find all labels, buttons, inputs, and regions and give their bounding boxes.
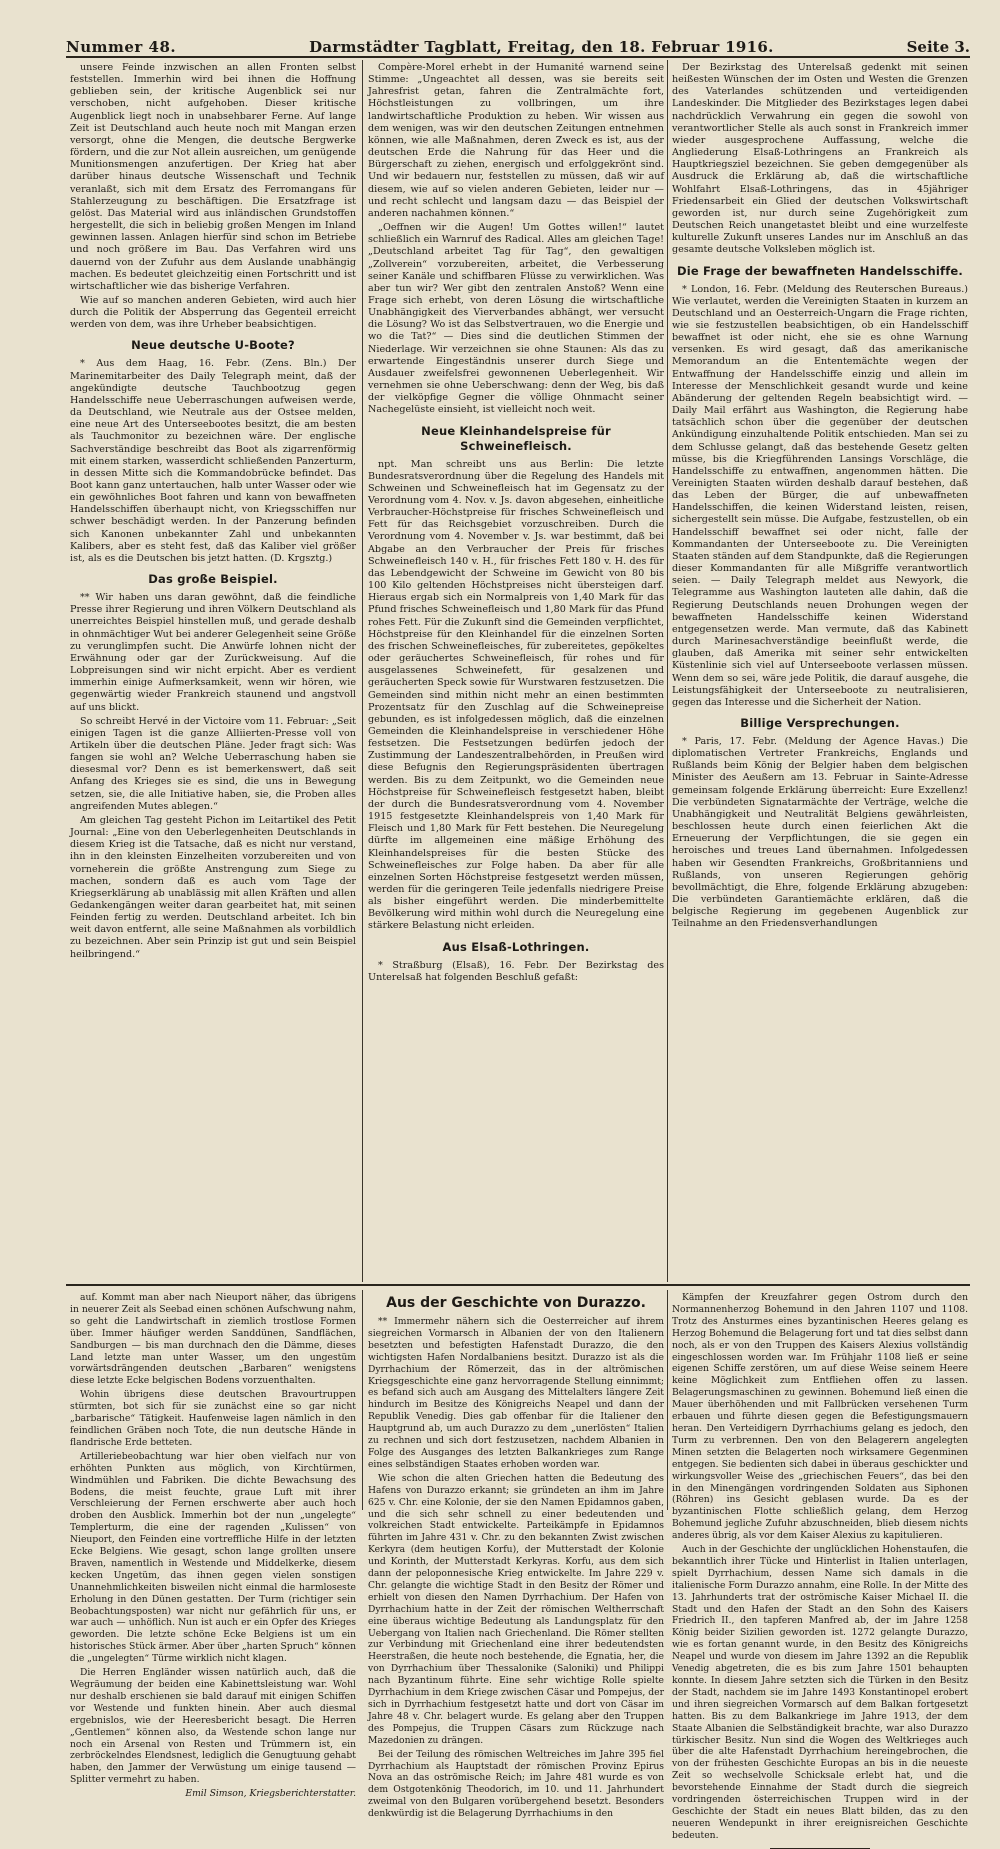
feuilleton-column-2 bbox=[368, 1292, 664, 1820]
headline: Das große Beispiel. bbox=[148, 572, 278, 587]
paragraph: Bei der Teilung des römischen Weltreiches im Jahre 395 fiel Dyrrhachium als Hauptstadt der römischen Provinz Epirus Nova an das oströmische Reich; im Jahre 481 wurde es von dem Ostgotenkönig Theodorich, im 10. und 11. Jahrhundert zweimal von den Bulgaren vorübergehend besetzt. Besonders denkwürdig ist die Belagerung Dyrrhachiums in den bbox=[368, 1748, 664, 1820]
column-rule bbox=[667, 1290, 668, 1510]
feuilleton-headline: Aus der Geschichte von Durazzo. bbox=[386, 1295, 646, 1311]
paragraph: * Aus dem Haag, 16. Febr. (Zens. Bln.) Der Marinemitarbeiter des Daily Telegraph meint, daß der angekündigte deutsche Tauchbootzug gegen Handelsschiffe neue Ueberraschungen aufweisen werde, da Deutschland, wie Neutrale aus der Ostsee melden, eine neue Art des Unterseebootes besitzt, die am besten als Tauchmonitor zu bezeichnen wäre. Der englische Sachverständige beschreibt das Boot als zigarrenförmig mit einem starken, wasserdicht schließenden Panzerturm, in dessen Mitte sich die Kommandobrücke befindet. Das Boot kann ganz untertauchen, halb unter Wasser oder wie ein gewöhnliches Boot fahren und kann von bewaffneten Handelsschiffen überhaupt nicht, von Kriegsschiffen nur schwer beschädigt werden. In der Panzerung befinden sich Kanonen unbekannter Zahl und unbekannten Kalibers, aber es steht fest, daß das Kaliber viel größer ist, als es die Deutschen bis jetzt hatten. (D. Krgsztg.) bbox=[70, 358, 356, 564]
masthead bbox=[66, 30, 970, 58]
feuilleton-rule bbox=[66, 1284, 970, 1286]
headline: Aus Elsaß-Lothringen. bbox=[442, 939, 590, 954]
column-1 bbox=[70, 62, 356, 1278]
paragraph: Auch in der Geschichte der unglücklichen Hohenstaufen, die bekanntlich ihrer Tücke und Hinterlist in Italien unterlagen, spielt Dyrrhachium, dessen Name sich damals in die italienische Form Durazzo annahm, eine Rolle. In der Mitte des 13. Jahrhunderts trat der oströmische Kaiser Michael II. die Stadt und den Hafen der Stadt an den Sohn des Kaisers Friedrich II., den tapferen Manfred ab, der im Jahre 1258 König beider Sizilien geworden ist. 1272 gelangte Durazzo, wie es fortan genannt wurde, in den Besitz des Königreichs Neapel und wurde von diesem im Jahre 1392 an die Republik Venedig abgetreten, die es bis zum Jahre 1501 behaupten konnte. In diesem Jahre setzten sich die Türken in den Besitz der Stadt, nachdem sie im Jahre 1493 Konstantinopel erobert und ihren siegreichen Vormarsch auf dem Balkan fortgesetzt hatten. Bis zu dem Balkankriege im Jahre 1913, der dem Staate Albanien die Selbständigkeit brachte, war also Durazzo türkischer Besitz. Nun sind die Wogen des Weltkrieges auch über die alte Hafenstadt Dyrrhachium hereingebrochen, die von der frühesten Geschichte Europas an bis in die neueste Zeit so wechselvolle Schicksale erlebt hat, und die bevorstehende Einnahme der Stadt durch die siegreich vordringenden österreichischen Truppen wird in der Geschichte der Stadt ein neues Blatt bilden, das zu den neueren Wendepunkt in ihrer ereignisreichen Geschichte bedeuten. bbox=[672, 1544, 968, 1841]
headline: Neue Kleinhandelspreise für Schweinefleisch. bbox=[421, 423, 611, 453]
paragraph: auf. Kommt man aber nach Nieuport näher, das übrigens in neuerer Zeit als Seebad einen schönen Aufschwung nahm, so geht die Landwirtschaft in ziemlich trostlose Formen über. Immer häufiger werden Sanddünen, Sandflächen, Sandburgen — bis man durchnach den die Dämme, dieses Land letzte man unter Wasser, um den ungestüm vorwärtsdrängenden deutschen „Barbaren“ wenigstens diese letzte Ecke belgischen Bodens vorzuenthalten. bbox=[70, 1292, 356, 1387]
issue-number: Nummer 48. bbox=[66, 38, 177, 56]
newspaper-title: Darmstädter Tagblatt, Freitag, den 18. Februar 1916. bbox=[309, 38, 774, 56]
column-2 bbox=[368, 62, 664, 1278]
column-rule bbox=[362, 60, 363, 1282]
paragraph: „Oeffnen wir die Augen! Um Gottes willen!“ lautet schließlich ein Warnruf des Radical. Alles am gleichen Tage! „Deutschland arbeitet Tag für Tag“, den gewaltigen „Zollverein“ vorzubereiten, arbeitet, die Verbesserung seiner Kanäle und schiffbaren Flüsse zu verwirklichen. Was aber tun wir? Wer gibt den zentralen Anstoß? Wenn eine Frage sich erhebt, von deren Lösung die wirtschaftliche Unabhängigkeit des Vierverbandes abhängt, wer versucht die Lösung? Wo ist das Selbstvertrauen, wo die Energie und wo die Tat?“ — Dies sind die deutlichen Stimmen der Niederlage. Wir verzeichnen sie ohne Staunen: Als das zu erwartende Eingeständnis unserer durch Siege und Ausdauer zweifelsfrei gewonnenen Ueberlegenheit. Wir vernehmen sie ohne Ueberschwang: denn der Weg, bis daß der vielköpfige Gegner die völlige Ohnmacht seiner Nachegelüste einsieht, ist vielleicht noch weit. bbox=[368, 222, 664, 416]
author-signature: Emil Simson, Kriegsberichterstatter. bbox=[185, 1788, 356, 1800]
paragraph: Artilleriebeobachtung war hier oben vielfach nur von erhöhten Punkten aus möglich, von Kirchtürmen, Windmühlen und Fabriken. Die dichte Bewachsung des Bodens, die meist feuchte, graue Luft mit ihrer Verschleierung der Fernen erschwerte aber auch hoch droben den Ausblick. Immerhin bot der nun „ungelegte“ Templerturm, die eine der ragenden „Kulissen“ von Nieuport, den Feinden eine vortreffliche Hilfe in der letzten Ecke Belgiens. Wie gesagt, schon lange grollten unsere Braven, namentlich in Westende und Middelkerke, diesem kecken Ungetüm, das ihnen gegen vielen sonstigen Unannehmlichkeiten bisweilen nicht einmal die harmloseste Erholung in den Dünen gestatten. Der Turm (richtiger sein Beobachtungsposten) war nicht nur gefährlich für uns, er war auch — unhöflich. Nun ist auch er ein Opfer des Krieges geworden. Die letzte schöne Ecke Belgiens ist um ein historisches Stück ärmer. Aber über „harten Spruch“ können die „ungelegten“ Türme wirklich nicht klagen. bbox=[70, 1450, 356, 1665]
feuilleton-column-3 bbox=[672, 1292, 968, 1841]
feuilleton-column-1 bbox=[70, 1292, 356, 1800]
paragraph: ** Immermehr nähern sich die Oesterreicher auf ihrem siegreichen Vormarsch in Albanien der von den Italienern besetzten und befestigten Hafenstadt Durazzo, die den wichtigsten Hafen Nordalbaniens besitzt. Durazzo ist als die Dyrrhachium der Römerzeit, das in der altrömischen Kriegsgeschichte eine ganz hervorragende Stellung einnimmt; es befand sich auch am Ausgang des Mittelalters längere Zeit hindurch im Besitze des Königreichs Neapel und dann der Republik Venedig. Dies gab offenbar für die Italiener den Hauptgrund ab, um auch Durazzo zu dem „unerlösten“ Italien zu rechnen und sich dort festzusetzen, nachdem Albanien in Folge des Ausganges des letzten Balkankrieges zum Range eines selbständigen Staates erhoben worden war. bbox=[368, 1316, 664, 1470]
paragraph: unsere Feinde inzwischen an allen Fronten selbst feststellen. Immerhin wird bei ihnen die Hoffnung geblieben sein, der kritische Augenblick sei nur verschoben, nicht aufgehoben. Dieser kritische Augenblick liegt noch in unabsehbarer Ferne. Auf lange Zeit ist Deutschland auch heute noch mit Mangan erzen versorgt, ohne die Mengen, die deutsche Bergwerke fördern, und die zur Not allein ausreichen, um genügende Munitionsmengen anzufertigen. Der Krieg hat aber darüber hinaus deutsche Wissenschaft und Technik veranlaßt, sich mit dem Ersatz des Ferromangans für Stahlerzeugung zu beschäftigen. Die Ersatzfrage ist gelöst. Das Material wird aus inländischen Grundstoffen hergestellt, die sich in beliebig großen Mengen im Inland gewinnen lassen. Anlagen hierfür sind schon im Betriebe und noch größere im Bau. Das Verfahren wird uns dauernd von der Zufuhr aus dem Auslande unabhängig machen. Es bedeutet gleichzeitig einen Fortschritt und ist wirtschaftlicher wie das bisherige Verfahren. bbox=[70, 62, 356, 292]
paragraph: Die Herren Engländer wissen natürlich auch, daß die Wegräumung der beiden eine Kabinettsleistung war. Wohl nur deshalb erschienen sie bald darauf mit einigen Schiffen vor Westende und funkten hinein. Aber auch diesmal ergebnislos, wie der Heeresbericht besagt. Die Herren „Gentlemen“ können also, da Westende schon lange nur noch ein Arsenal von Resten und Trümmern ist, ein zerbröckelndes Elendsnest, lediglich die Genugtuung gehabt haben, den Jammer der Verwüstung um einige tausend — Splitter vermehrt zu haben. bbox=[70, 1667, 356, 1786]
paragraph: Kämpfen der Kreuzfahrer gegen Ostrom durch den Normannenherzog Bohemund in den Jahren 1107 und 1108. Trotz des Ansturmes eines byzantinischen Heeres gelang es Herzog Bohemund die Belagerung fort und tat dies selbst dann noch, als er von den Truppen des Kaisers Alexius vollständig eingeschlossen worden war. Im Frühjahr 1108 ließ er seine eigenen Schiffe zerstören, um auf diese Weise seinem Heere keine Möglichkeit zum Entfliehen offen zu lassen. Belagerungsmaschinen zu gewinnen. Bohemund ließ einen die Mauer überhöhenden und mit Fallbrücken versehenen Turm erbauen und führte diesen gegen die Befestigungsmauern heran. Den Verteidigern Dyrrhachiums gelang es jedoch, den Turm zu verbrennen. Den von den Belagerern angelegten Minen setzten die Belagerten noch wirksamere Gegenminen entgegen. Sie bedienten sich dabei in überaus geschickter und wirkungsvoller Weise des „griechischen Feuers“, das bei den in den Minengängen vordringenden Soldaten aus Siphonen (Röhren) ins Gesicht geblasen wurde. Da es der byzantinischen Flotte schließlich gelang, dem Herzog Bohemund jegliche Zufuhr abzuschneiden, blieb diesem nichts anderes übrig, als vor dem Kaiser Alexius zu kapitulieren. bbox=[672, 1292, 968, 1542]
paragraph: * Straßburg (Elsaß), 16. Febr. Der Bezirkstag des Unterelsaß hat folgenden Beschluß gefaßt: bbox=[368, 959, 664, 983]
headline: Billige Versprechungen. bbox=[740, 715, 900, 730]
headline: Neue deutsche U-Boote? bbox=[131, 338, 295, 353]
column-rule bbox=[362, 1290, 363, 1510]
paragraph: Am gleichen Tag gesteht Pichon im Leitartikel des Petit Journal: „Eine von den Ueberlegenheiten Deutschlands in diesem Krieg ist die Tatsache, daß es nicht nur verstand, ihn in den kleinsten Einzelheiten vorzubereiten und von vorneherein die größte Anstrengung zum Siege zu machen, sondern daß es auch vom Tage der Kriegserklärung ab unablässig mit allen Kräften und allen Gedankengängen weiter daran gearbeitet hat, mit seinen Feinden fertig zu werden. Deutschland arbeitet. Ich bin weit davon entfernt, alle seine Maßnahmen als vorbildlich zu bezeichnen. Aber sein Prinzip ist gut und sein Beispiel heilbringend.“ bbox=[70, 814, 356, 960]
page-number: Seite 3. bbox=[906, 38, 970, 56]
headline: Die Frage der bewaffneten Handelsschiffe. bbox=[676, 263, 964, 278]
column-rule bbox=[667, 60, 668, 1282]
column-3 bbox=[672, 62, 968, 1278]
paragraph: * Paris, 17. Febr. (Meldung der Agence Havas.) Die diplomatischen Vertreter Frankreichs, Englands und Rußlands beim König der Belgier haben dem belgischen Minister des Aeußern am 13. Februar in Sainte-Adresse gemeinsam folgende Erklärung überreicht: Eure Exzellenz! Die verbündeten Signatarmächte der Verträge, welche die Unabhängigkeit und Neutralität Belgiens gewährleisten, beschlossen heute durch einen feierlichen Akt die Erneuerung der Verpflichtungen, die sie gegen ein heroisches und treues Land übernahmen. Infolgedessen haben wir Gesendten Frankreichs, Großbritanniens und Rußlands, von unseren Regierungen gehörig bevollmächtigt, die Ehre, folgende Erklärung abzugeben: Die verbündeten Garantiemächte erklären, daß die belgische Regierung im gegebenen Augenblick zur Teilnahme an den Friedensverhandlungen bbox=[672, 735, 968, 930]
paragraph: ** Wir haben uns daran gewöhnt, daß die feindliche Presse ihrer Regierung und ihren Völkern Deutschland als unerreichtes Beispiel hinstellen muß, und gerade deshalb in ohnmächtiger Wut bei anderer Gelegenheit seine Größe zu verunglimpfen sucht. Die Anwürfe lohnen nicht der Erwähnung oder gar der Zurückweisung. Auf die Lobpreisungen sind wir nicht erpicht. Aber es verdient immerhin einige Aufmerksamkeit, wenn wir hören, wie gegenwärtig wieder Frankreich staunend und angstvoll auf uns blickt. bbox=[70, 592, 356, 713]
paragraph: Wohin übrigens diese deutschen Bravourtruppen stürmten, bot sich für sie zunächst eine so gar nicht „barbarische“ Tätigkeit. Haufenweise lagen nämlich in den feindlichen Gräben noch Tote, die nun deutsche Hände in flandrische Erde betteten. bbox=[70, 1389, 356, 1448]
paragraph: So schreibt Hervé in der Victoire vom 11. Februar: „Seit einigen Tagen ist die ganze Alliierten-Presse voll von Artikeln über die deutschen Pläne. Jeder fragt sich: Was fangen sie wohl an? Welche Ueberraschung haben sie diesesmal vor? Denn es ist bemerkenswert, daß seit Anfang des Krieges sie es sind, die uns in Bewegung setzen, sie, die alle Initiative haben, sie, die Proben alles angreifenden Mutes ablegen.“ bbox=[70, 715, 356, 812]
paragraph: Der Bezirkstag des Unterelsaß gedenkt mit seinen heißesten Wünschen der im Osten und Westen die Grenzen des Vaterlandes schützenden und verteidigenden Landeskinder. Die Mitglieder des Bezirkstages legen dabei nachdrücklich Verwahrung ein gegen die sowohl von verantwortlicher Stelle als auch sonst in Frankreich immer wieder ausgesprochene Auffassung, welche die Angliederung Elsaß-Lothringens an Frankreich als Hauptkriegsziel bezeichnen. Sie geben demgegenüber als Ausdruck die Erklärung ab, daß die wirtschaftliche Wohlfahrt Elsaß-Lothringens, das in 45jähriger Friedensarbeit ein Glied der deutschen Volkswirtschaft geworden ist, nur durch seine Zugehörigkeit zum Deutschen Reich unangetastet bleibt und eine wurzelfeste kulturelle Zukunft unseres Landes nur im Anschluß an das gesamte deutsche Volksleben möglich ist. bbox=[672, 62, 968, 256]
paragraph: Compère-Morel erhebt in der Humanité warnend seine Stimme: „Ungeachtet all dessen, was sie bereits seit Jahresfrist getan, fahren die Zentralmächte fort, Höchstleistungen zu vollbringen, um ihre landwirtschaftliche Produktion zu heben. Wir wissen aus dem wenigen, was wir den deutschen Zeitungen entnehmen können, wie alle Maßnahmen, deren Zweck es ist, aus der deutschen Erde die Nahrung für das Heer und die Bürgerschaft zu ziehen, energisch und erfolggekrönt sind. Und wir bedauern nur, feststellen zu müssen, daß wir auf diesem, wie auf so vielen anderen Gebieten, leider nur — und recht schlecht und langsam dazu — das Beispiel der anderen nachahmen können.“ bbox=[368, 62, 664, 219]
paragraph: Wie auf so manchen anderen Gebieten, wird auch hier durch die Politik der Absperrung das Gegenteil erreicht werden von dem, was ihre Urheber beabsichtigen. bbox=[70, 294, 356, 331]
paragraph: Wie schon die alten Griechen hatten die Bedeutung des Hafens von Durazzo erkannt; sie gründeten an ihm im Jahre 625 v. Chr. eine Kolonie, der sie den Namen Epidamnos gaben, und die sich sehr schnell zu einer bedeutenden und volkreichen Stadt entwickelte. Parteikämpfe in Epidamnos führten im Jahre 431 v. Chr. zu den bekannten Zwist zwischen Kerkyra (dem heutigen Korfu), der Mutterstadt der Kolonie und Korinth, der Mutterstadt Kerkyras. Korfu, aus dem sich dann der peloponnesische Krieg entwickelte. Im Jahre 229 v. Chr. gelangte die wichtige Stadt in den Besitz der Römer und erhielt von diesen den Namen Dyrrhachium. Der Hafen von Dyrrhachium hatte in der Zeit der römischen Weltherrschaft eine überaus wichtige Bedeutung als Landungsplatz für den Uebergang von Italien nach Griechenland. Die Römer stellten zur Verbindung mit Griechenland eine ihrer bedeutendsten Heerstraßen, die heute noch bestehende, die Egnatia, her, die von Dyrrhachium über Thessalonike (Saloniki) und Philippi nach Byzantinum führte. Eine sehr wichtige Rolle spielte Dyrrhachium in dem Kriege zwischen Cäsar und Pompejus, der sich in Dyrrhachium festgesetzt hatte und dort von Cäsar im Jahre 48 v. Chr. belagert wurde. Es gelang aber den Truppen des Pompejus, die Truppen Cäsars zum Rückzuge nach Mazedonien zu drängen. bbox=[368, 1472, 664, 1746]
paragraph: npt. Man schreibt uns aus Berlin: Die letzte Bundesratsverordnung über die Regelung des Handels mit Schweinen und Schweinefleisch hat im Gegensatz zu der Verordnung vom 4. Nov. v. Js. davon abgesehen, einheitliche Verbraucher-Höchstpreise für frisches Schweinefleisch und Fett für das Reichsgebiet vorzuschreiben. Durch die Verordnung vom 4. November v. Js. war bestimmt, daß bei Abgabe an den Verbraucher der Preis für frisches Schweinefleisch 140 v. H., für frisches Fett 180 v. H. des für das Lebendgewicht der Schweine im Gewicht von 80 bis 100 Kilo geltenden Höchstpreises nicht übersteigen darf. Hieraus ergab sich ein Normalpreis von 1,40 Mark für das Pfund frisches Schweinefleisch und 1,80 Mark für das Pfund rohes Fett. Für die Zukunft sind die Gemeinden verpflichtet, Höchstpreise für den Kleinhandel für die einzelnen Sorten des frischen Schweinefleisches, für zubereitetes, gepökeltes oder geräuchertes Schweinefleisch, für rohes und für ausgelassenes Schweinefett, für gesalzenen und geräucherten Speck sowie für Wurstwaren festzusetzen. Die Gemeinden sind mithin nicht mehr an einen bestimmten Prozentsatz für den Zuschlag auf die Schweinepreise gebunden, es ist infolgedessen möglich, daß die einzelnen Gemeinden die Kleinhandelspreise in verschiedener Höhe festsetzen. Die Festsetzungen bedürfen jedoch der Zustimmung der Landeszentralbehörden, in Preußen wird diese Befugnis den Regierungspräsidenten übertragen werden. Bis zu dem Zeitpunkt, wo die Gemeinden neue Höchstpreise für Schweinefleisch festgesetzt haben, bleibt der durch die Bundesratsverordnung vom 4. November 1915 festgesetzte Kleinhandelspreis von 1,40 Mark für Fleisch und 1,80 Mark für Fett bestehen. Die Neuregelung dürfte im allgemeinen eine mäßige Erhöhung des Kleinhandelspreises für die besten Stücke des Schweinefleisches zur Folge haben. Da aber für alle einzelnen Sorten Höchstpreise festgesetzt werden müssen, werden für die geringeren Teile jedenfalls niedrigere Preise als bisher eingeführt werden. Die minderbemittelte Bevölkerung wird mithin wohl durch die Neuregelung eine stärkere Belastung nicht erleiden. bbox=[368, 458, 664, 932]
paragraph: * London, 16. Febr. (Meldung des Reuterschen Bureaus.) Wie verlautet, werden die Vereinigten Staaten in kurzem an Deutschland und an Oesterreich-Ungarn die Frage richten, wie sie festzustellen beabsichtigen, ob ein Handelsschiff bewaffnet ist oder nicht, ehe sie es ohne Warnung versenken. Es wird gesagt, daß das amerikanische Memorandum an die Ententemächte wegen der Entwaffnung der Handelsschiffe einzig und allein im Interesse der Menschlichkeit gesandt wurde und keine Abänderung der geltenden Regeln beabsichtigt wird. — Daily Mail erfährt aus Washington, die Regierung habe tatsächlich schon über die gegenüber der deutschen Ankündigung einzuhaltende Politik entschieden. Man sei zu dem Schlusse gelangt, daß das bestehende Gesetz gelten müsse, bis die Kriegführenden Lansings Vorschläge, die Handelsschiffe zu entwaffnen, angenommen hätten. Die Vereinigten Staaten würden deshalb darauf bestehen, daß das Leben der Bürger, die auf unbewaffneten Handelsschiffen, die keinen Widerstand leisten, reisen, sichergestellt sein müsse. Die Aufgabe, festzustellen, ob ein Handelsschiff bewaffnet sei oder nicht, falle der Kommandanten der Unterseeboote zu. Die Vereinigten Staaten ständen auf dem Standpunkte, daß die Regierungen dieser Kommandanten für alle Mißgriffe verantwortlich seien. — Daily Telegraph meldet aus Newyork, die Telegramme aus Washington lauteten alle dahin, daß die Regierung Deutschlands neuen Drohungen wegen der bewaffneten Handelsschiffe keinen Widerstand entgegensetzen werde. Man vermute, daß das Kabinett durch Marinesachverständige beeinflußt werde, die glauben, daß Amerika mit seiner sehr entwickelten Küstenlinie sich viel auf Unterseeboote verlassen müssen. Wenn dem so sei, wäre jede Politik, die darauf ausgehe, die Leistungsfähigkeit der Unterseeboote zu neutralisieren, gegen das Interesse und die Sicherheit der Nation. bbox=[672, 283, 968, 708]
